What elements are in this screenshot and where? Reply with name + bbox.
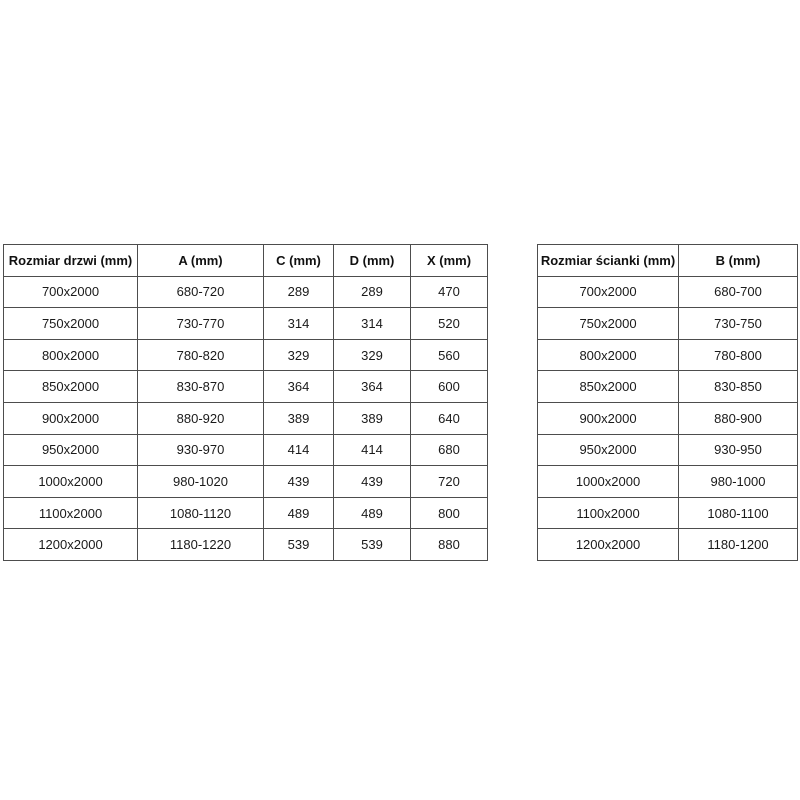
table-cell: 780-800: [679, 339, 798, 371]
table-cell: 980-1000: [679, 466, 798, 498]
table-cell: 800x2000: [538, 339, 679, 371]
table-cell: 720: [411, 466, 488, 498]
table-row: [4, 371, 488, 403]
table-cell: 1080-1100: [679, 497, 798, 529]
table-cell: 850x2000: [538, 371, 679, 403]
table-cell: 1100x2000: [4, 497, 138, 529]
table-row: [538, 339, 798, 371]
table-cell: 930-970: [138, 434, 264, 466]
table-cell: 289: [334, 276, 411, 308]
table-row: [4, 529, 488, 561]
table-cell: 800: [411, 497, 488, 529]
table-cell: 680-700: [679, 276, 798, 308]
door-size-table: [3, 244, 488, 561]
table-cell: 880: [411, 529, 488, 561]
table-cell: 830-870: [138, 371, 264, 403]
table-cell: 539: [334, 529, 411, 561]
table-cell: 1180-1220: [138, 529, 264, 561]
table-cell: 439: [334, 466, 411, 498]
table-row: [538, 497, 798, 529]
table-cell: 439: [264, 466, 334, 498]
table-cell: 1180-1200: [679, 529, 798, 561]
table-cell: 314: [334, 308, 411, 340]
table-cell: 930-950: [679, 434, 798, 466]
table-cell: 640: [411, 402, 488, 434]
table-cell: 389: [334, 402, 411, 434]
table-cell: 389: [264, 402, 334, 434]
table-cell: 950x2000: [4, 434, 138, 466]
table-cell: 329: [334, 339, 411, 371]
table-cell: 680-720: [138, 276, 264, 308]
table-cell: 700x2000: [4, 276, 138, 308]
table-cell: 980-1020: [138, 466, 264, 498]
table-cell: 560: [411, 339, 488, 371]
column-header: X (mm): [411, 245, 488, 277]
table-cell: 900x2000: [4, 402, 138, 434]
table-cell: 520: [411, 308, 488, 340]
wall-size-table: [537, 244, 798, 561]
table-row: [4, 497, 488, 529]
header-row: [4, 245, 488, 277]
table-cell: 489: [334, 497, 411, 529]
table-row: [538, 276, 798, 308]
table-row: [4, 308, 488, 340]
table-cell: 880-900: [679, 402, 798, 434]
table-cell: 364: [264, 371, 334, 403]
column-header: A (mm): [138, 245, 264, 277]
table-row: [4, 402, 488, 434]
table-row: [538, 529, 798, 561]
table-cell: 880-920: [138, 402, 264, 434]
table-cell: 414: [334, 434, 411, 466]
table-cell: 830-850: [679, 371, 798, 403]
table-cell: 289: [264, 276, 334, 308]
table-cell: 489: [264, 497, 334, 529]
column-header: B (mm): [679, 245, 798, 277]
table-cell: 730-750: [679, 308, 798, 340]
table-cell: 1080-1120: [138, 497, 264, 529]
table-cell: 730-770: [138, 308, 264, 340]
table-cell: 750x2000: [4, 308, 138, 340]
table-cell: 800x2000: [4, 339, 138, 371]
table-cell: 950x2000: [538, 434, 679, 466]
table-cell: 700x2000: [538, 276, 679, 308]
table-cell: 1000x2000: [538, 466, 679, 498]
table-cell: 539: [264, 529, 334, 561]
table-cell: 414: [264, 434, 334, 466]
table-cell: 364: [334, 371, 411, 403]
table-row: [538, 434, 798, 466]
column-header: C (mm): [264, 245, 334, 277]
table-cell: 1100x2000: [538, 497, 679, 529]
column-header: D (mm): [334, 245, 411, 277]
table-cell: 1200x2000: [4, 529, 138, 561]
table-cell: 600: [411, 371, 488, 403]
table-row: [538, 466, 798, 498]
table-cell: 780-820: [138, 339, 264, 371]
column-header: Rozmiar drzwi (mm): [4, 245, 138, 277]
table-row: [4, 434, 488, 466]
table-cell: 680: [411, 434, 488, 466]
table-row: [4, 466, 488, 498]
table-row: [538, 402, 798, 434]
table-cell: 329: [264, 339, 334, 371]
table-cell: 750x2000: [538, 308, 679, 340]
table-cell: 900x2000: [538, 402, 679, 434]
table-cell: 1200x2000: [538, 529, 679, 561]
table-row: [538, 371, 798, 403]
table-cell: 1000x2000: [4, 466, 138, 498]
table-cell: 850x2000: [4, 371, 138, 403]
table-cell: 470: [411, 276, 488, 308]
table-row: [4, 339, 488, 371]
table-row: [538, 308, 798, 340]
table-cell: 314: [264, 308, 334, 340]
table-row: [4, 276, 488, 308]
column-header: Rozmiar ścianki (mm): [538, 245, 679, 277]
header-row: [538, 245, 798, 277]
